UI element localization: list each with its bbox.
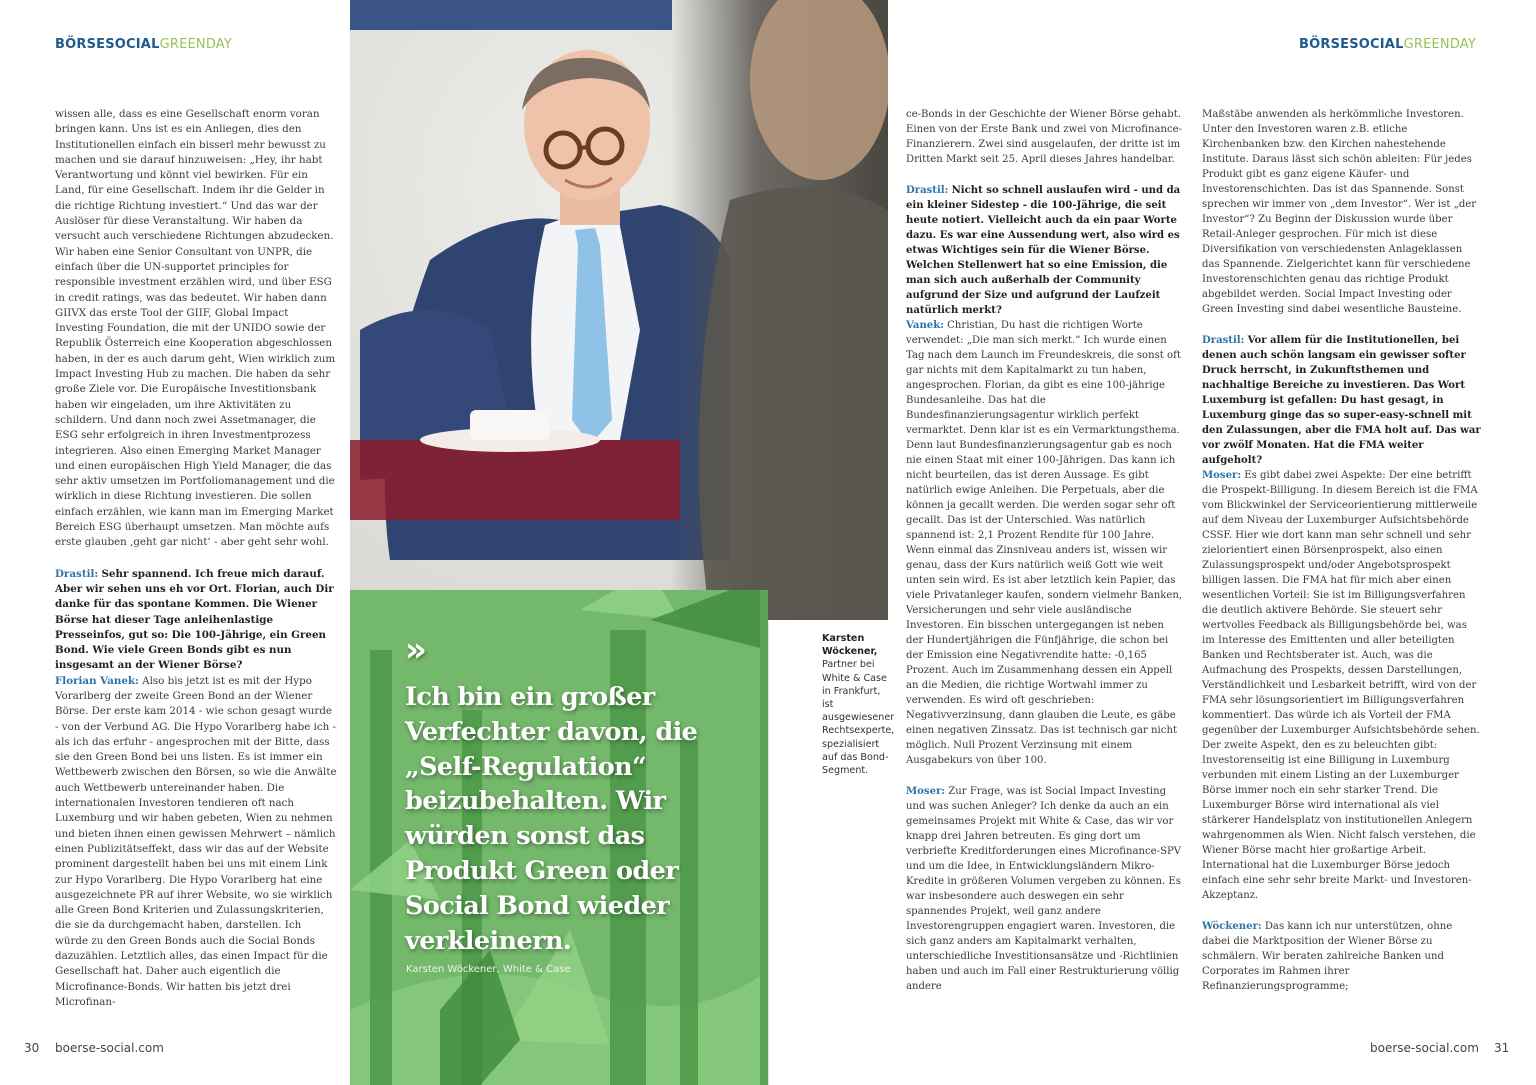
answer	[55, 674, 337, 1011]
answer	[906, 784, 1184, 994]
paragraph: ce-Bonds in der Geschichte der Wiener Börse gehabt. Einen von der Erste Bank und zwei von Microfinance-Finanzierern. Zwei sind ausgelaufen, der dritte ist im Dritten Markt seit 25. April dieses Jahres handelbar.	[906, 109, 1183, 165]
right-column-1	[906, 107, 1184, 1010]
question	[1202, 333, 1482, 468]
portrait-illustration	[350, 0, 888, 620]
question	[906, 183, 1184, 318]
answer	[1202, 919, 1482, 994]
logo-light-text: GREENDAY	[159, 37, 233, 52]
speaker-name: Moser:	[906, 786, 946, 797]
answer	[1202, 468, 1482, 903]
caption-text: Partner bei White & Case in Frankfurt, ist ausgewiesener Rechtsexperte, spezialisiert auf das Bond-Segment.	[822, 659, 895, 777]
speaker-name: Wöckener:	[1202, 921, 1262, 932]
left-column	[55, 107, 337, 1026]
logo-bold-text: BÖRSESOCIAL	[1299, 37, 1404, 52]
speaker-name: Drastil:	[906, 185, 949, 196]
question-text: Vor allem für die Institutionellen, bei denen auch schön langsam ein gewisser softer Druck herrscht, in Zukunftsthemen und nachhaltige Bereiche zu investieren. Das Wort Luxemburg ist gefallen: Du hast gesagt, in Luxemburg ginge das so super-easy-schnell mit den Zulassungen, aber die FMA holt auf. Das war vor zwölf Monaten. Hat die FMA weiter aufgeholt?	[1202, 335, 1481, 466]
answer	[906, 318, 1184, 768]
quote-attribution: Karsten Wöckener, White & Case	[406, 964, 571, 975]
photo-caption	[822, 632, 894, 777]
paragraph: Maßstäbe anwenden als herkömmliche Investoren. Unter den Investoren waren z.B. etliche Kirchenbanken bzw. den Kirchen nahestehende Institute. Daraus lässt sich schön ableiten: Für jedes Produkt gibt es ganz eigene Käufer- und Investorenschichten. Das ist das Spannende. Sonst sprechen wir immer von „dem Investor“. Wer ist „der Investor“? Zu Beginn der Diskussion wurde über Retail-Anleger gesprochen. Für mich ist diese Diversifikation von verschiedensten Anlageklassen das Spannende. Zielgerichtet kann für verschiedene Investorenschichten genau das richtige Produkt abgebildet werden. Social Impact Investing oder Green Investing sind dabei wesentliche Bausteine.	[1202, 109, 1477, 315]
quote-mark-icon: »	[405, 630, 421, 670]
answer-text: Christian, Du hast die richtigen Worte verwendet: „Die man sich merkt.“ Ich wurde einen Tag nach dem Launch im Freundeskreis, die sonst oft gar nichts mit dem Kapitalmarkt zu tun haben, angesprochen. Florian, da gibt es eine 100-jährige Bundesanleihe. Das hat die Bundesfinanzierungsagentur wirklich perfekt vermarktet. Denn klar ist es ein Vermarktungsthema. Denn laut Bundesfinanzierungsagentur gab es noch nie einen Staat mit einer 100-Jährigen. Das kann ich nicht beurteilen, das ist deren Aussage. Es gibt natürlich ewige Anleihen. Die Perpetuals, aber die können ja gecallt werden. Die werden sogar sehr oft gecallt. Das ist der Unterschied. Was natürlich spannend ist: 2,1 Prozent Rendite für 100 Jahre. Wenn einmal das Zinsniveau anders ist, wissen wir genau, dass der Kurs natürlich weiß Gott wie weit unten sein wird. Es ist aber letztlich kein Papier, das viele Privatanleger kaufen, sondern vielmehr Banken, Versicherungen und sehr viele ausländische Investoren. Ein bisschen untergegangen ist neben der Hundertjährigen die Fünfjährige, die schon bei der Emission eine Negativrendite hatte: -0,165 Prozent. Auch im Zusammenhang dessen ein Appell an die Medien, die richtige Wortwahl immer zu verwenden. Es wird oft geschrieben: Negativverzinsung, dann glauben die Leute, es gäbe einen negativen Zinssatz. Das ist technisch gar nicht möglich. Null Prozent Verzinsung mit einem Ausgabekurs von über 100.	[906, 320, 1183, 766]
pull-quote: Ich bin ein großer Verfechter davon, die „Self-Regulation“ beizubehalten. Wir würden sonst das Produkt Green oder Social Bond wieder verkleinern.	[405, 682, 698, 956]
speaker-name: Drastil:	[1202, 335, 1245, 346]
speaker-name: Moser:	[1202, 470, 1242, 481]
caption-name: Karsten Wöckener,	[822, 633, 878, 658]
right-column-2	[1202, 107, 1482, 1010]
page-number-left: 30	[24, 1041, 40, 1055]
logo-bold-text: BÖRSESOCIAL	[55, 37, 160, 52]
question	[55, 567, 337, 674]
answer-text: Also bis jetzt ist es mit der Hypo Vorarlberg der zweite Green Bond an der Wiener Börse. Der erste kam 2014 - wie schon gesagt wurde - von der Verbund AG. Die Hypo Vorarlberg habe ich - als ich das erfuhr - angesprochen mit der Bitte, dass sie den Green Bond bei uns listen. Es ist immer ein Wettbewerb zwischen den Börsen, so wie die Anwälte auch Wettbewerb untereinander haben. Die internationalen Investoren tendieren oft nach Luxemburg und wir haben gebeten, Wien zu nehmen und bieten ihnen einen gewissen Mehrwert – nämlich einen Publizitätseffekt, dass wir das auf der Website prominent dargestellt haben bei uns mit einem Link zur Hypo Vorarlberg. Die Hypo Vorarlberg hat eine ausgezeichnete PR auf ihrer Website, wo sie wirklich alle Green Bond Kriterien und Zulassungskriterien, die sie da durchgemacht haben, darstellen. Ich würde zu den Green Bonds auch die Social Bonds dazuzählen. Letztlich alles, das einen Impact für die Gesellschaft hat. Daher auch eigentlich die Microfinance-Bonds. Wir hatten bis jetzt drei Microfinan-	[55, 674, 337, 1008]
site-url-left: boerse-social.com	[55, 1041, 164, 1055]
logo-right	[1299, 37, 1476, 52]
question-text: Nicht so schnell auslaufen wird - und da ein kleiner Sidestep - die 100-Jährige, die seit heute notiert. Vielleicht auch da ein paar Worte dazu. Es war eine Aussendung wert, also wird es etwas Wichtiges sein für die Wiener Börse. Welchen Stellenwert hat so eine Emission, die man sich auch außerhalb der Community aufgrund der Size und aufgrund der Laufzeit natürlich merkt?	[906, 185, 1181, 316]
question-text: Sehr spannend. Ich freue mich darauf. Aber wir sehen uns eh vor Ort. Florian, auch Dir danke für das spontane Kommen. Die Wiener Börse hat dieser Tage anleihenlastige Presseinfos, gut so: Die 100-Jährige, ein Green Bond. Wie viele Green Bonds gibt es nun insgesamt an der Wiener Börse?	[55, 567, 334, 672]
answer-text: Das kann ich nur unterstützen, ohne dabei die Marktposition der Wiener Börse zu schmälern. Wir beraten zahlreiche Banken und Corporates im Rahmen ihrer Refinanzierungsprogramme;	[1202, 921, 1453, 992]
answer-text: Es gibt dabei zwei Aspekte: Der eine betrifft die Prospekt-Billigung. In diesem Bereich ist die FMA vom Blickwinkel der Serviceorientierung mittlerweile auf dem Niveau der Luxemburger Aufsichtsbehörde CSSF. Hier wie dort kann man sehr schnell und sehr zielorientiert einen Börsenprospekt, also einen Zulassungsprospekt und/oder Angebotsprospekt billigen lassen. Die FMA hat für mich aber einen wesentlichen Vorteil: Sie ist im Billigungsverfahren die deutlich aktivere Behörde. Sie steuert sehr wertvolles Feedback als Billigungsbehörde bei, was im Interesse des Emittenten und aller beteiligten Banken und Rechtsberater ist. Auch, was die Aufmachung des Prospekts, dessen Darstellungen, Verständlichkeit und Lesbarkeit betrifft, wird von der FMA sehr lösungsorientiert im Billigungsverfahren kommentiert. Das würde ich als Vorteil der FMA gegenüber der Luxemburger Aufsichtsbehörde sehen. Der zweite Aspekt, den es zu beleuchten gibt: Investorenseitig ist eine Billigung in Luxemburg verbunden mit einem Listing an der Luxemburger Börse immer noch ein sehr starker Trend. Die Luxemburger Börse wird international als viel stärkerer Handelsplatz von institutionellen Anlegern wahrgenommen als Wien. Nicht falsch verstehen, die Wiener Börse macht hier großartige Arbeit. International hat die Luxemburger Börse jedoch einfach eine sehr sehr breite Markt- und Investoren-Akzeptanz.	[1202, 470, 1480, 901]
answer-text: Zur Frage, was ist Social Impact Investing und was suchen Anleger? Ich denke da auch an ein gemeinsames Projekt mit White & Case, das wir vor knapp drei Jahren betreuten. Es ging dort um verbriefte Kreditforderungen eines Microfinance-SPV und um die Idee, in Entwicklungsländern Mikro-Kredite in größeren Volumen vergeben zu können. Es war insbesondere auch deswegen ein sehr spannendes Projekt, weil ganz andere Investorengruppen engagiert waren. Investoren, die sich ganz anders am Kapitalmarkt verhalten, unterschiedliche Investitionsansätze und -Richtlinien haben und auch im Fall einer Restrukturierung völlig andere	[906, 786, 1182, 992]
portrait-photo	[350, 0, 888, 620]
logo-light-text: GREENDAY	[1403, 37, 1477, 52]
page-number-right: 31	[1494, 1041, 1510, 1055]
logo-left	[55, 37, 232, 52]
speaker-name: Florian Vanek:	[55, 674, 139, 687]
speaker-name: Drastil:	[55, 567, 99, 580]
speaker-name: Vanek:	[906, 320, 944, 331]
paragraph: wissen alle, dass es eine Gesellschaft enorm voran bringen kann. Uns ist es ein Anliegen, dies den Institutionellen einfach ein bisserl mehr bewusst zu machen und sie darauf hinzuweisen: „Hey, ihr habt Verantwortung und könnt viel bewirken. Für ein Land, für eine Gesellschaft. Indem ihr die Gelder in die richtige Richtung investiert.“ Und das war der Auslöser für diese Veranstaltung. Wir haben da versucht auch verschiedene Richtungen abzudecken. Wir haben eine Senior Consultant von UNPR, die einfach über die UN-supportet principles for responsible investment erzählen wird, und über ESG in credit ratings, was das bedeutet. Wir haben dann GIIVX das erste Tool der GIIF, Global Impact Investing Foundation, die mit der UNIDO sowie der Republik Österreich eine Kooperation abgeschlossen haben, in der es auch darum geht, Wien wirklich zum Impact Investing Hub zu machen. Die haben da sehr große Ziele vor. Die Europäische Investitionsbank haben wir eingeladen, um ihre Aktivitäten zu schildern. Und dann noch zwei Assetmanager, die ESG sehr erfolgreich in ihren Investmentprozess integrieren. Also einen Emerging Market Manager und einen europäischen High Yield Manager, die das sehr aktiv umsetzen im Portfoliomanagement und die wirklich in diese Richtung investieren. Die sollen einfach erzählen, wie kann man im Emerging Market Bereich ESG überhaupt umsetzen. Man möchte aufs erste glauben ‚geht gar nicht‘ - aber geht sehr wohl.	[55, 108, 336, 549]
site-url-right: boerse-social.com	[1370, 1041, 1479, 1055]
